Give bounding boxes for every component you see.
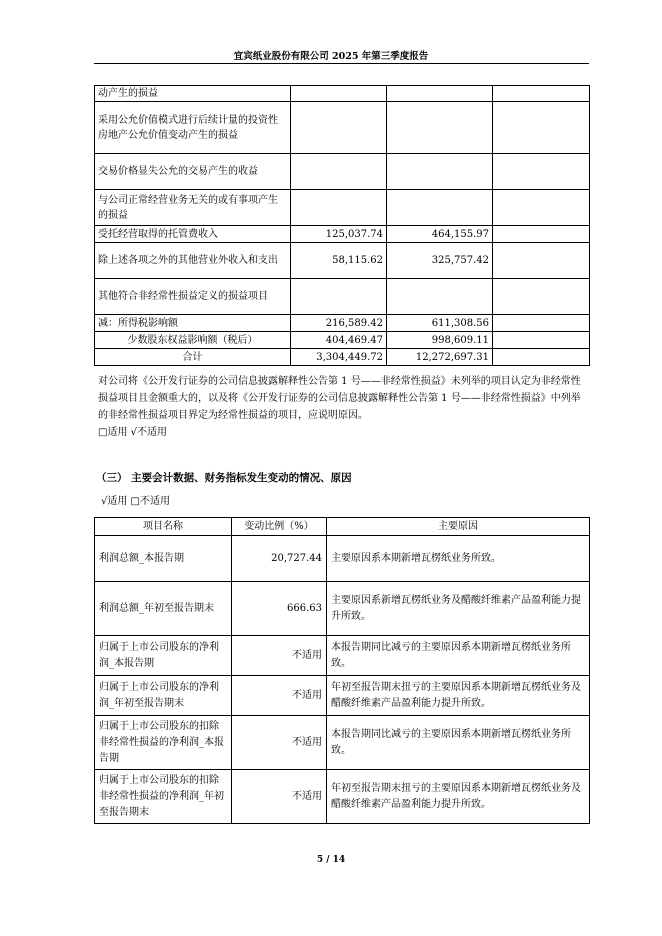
report-header-title: 宜宾纸业股份有限公司 2025 年第三季度报告 — [233, 51, 429, 62]
table-row — [95, 770, 590, 824]
table-row — [95, 716, 590, 770]
item-name: 利润总额_年初至报告期末 — [95, 582, 232, 636]
table-row — [95, 636, 590, 676]
row-label: 交易价格显失公允的交易产生的收益 — [95, 154, 291, 190]
main-reason: 主要原因系本期新增瓦楞纸业务所致。 — [327, 536, 590, 582]
column-header: 项目名称 — [95, 518, 232, 536]
cell-value — [493, 154, 590, 190]
main-reason: 本报告期同比减亏的主要原因系本期新增瓦楞纸业务所致。 — [327, 716, 590, 770]
row-label: 受托经营取得的托管费收入 — [95, 226, 291, 243]
non-recurring-gains-table — [94, 85, 590, 366]
item-name: 归属于上市公司股东的扣除非经常性损益的净利润_年初至报告期末 — [95, 770, 232, 824]
cell-value — [493, 243, 590, 279]
applicability-check: √适用 □不适用 — [101, 496, 170, 507]
cell-value — [493, 190, 590, 226]
cell-value — [387, 190, 493, 226]
applicability-check: □适用 √不适用 — [98, 427, 167, 438]
cell-value — [493, 349, 590, 366]
row-label: 动产生的损益 — [95, 86, 291, 102]
cell-value — [493, 315, 590, 332]
cell-value — [493, 102, 590, 154]
row-label: 与公司正常经营业务无关的或有事项产生的损益 — [95, 190, 291, 226]
main-reason: 本报告期同比减亏的主要原因系本期新增瓦楞纸业务所致。 — [327, 636, 590, 676]
table-row — [95, 582, 590, 636]
table-row — [95, 279, 590, 315]
table-row — [95, 154, 590, 190]
row-label: 其他符合非经常性损益定义的损益项目 — [95, 279, 291, 315]
cell-value: 58,115.62 — [291, 243, 387, 279]
row-label: 少数股东权益影响额（税后） — [95, 332, 291, 349]
change-ratio: 不适用 — [232, 676, 327, 716]
item-name: 归属于上市公司股东的净利润_年初至报告期末 — [95, 676, 232, 716]
cell-value: 611,308.56 — [387, 315, 493, 332]
cell-value — [387, 279, 493, 315]
item-name: 归属于上市公司股东的净利润_本报告期 — [95, 636, 232, 676]
column-header: 变动比例（%） — [232, 518, 327, 536]
table-row — [95, 102, 590, 154]
table-row — [95, 536, 590, 582]
cell-value — [493, 86, 590, 102]
cell-value — [387, 86, 493, 102]
cell-value — [493, 226, 590, 243]
header-rule — [94, 63, 589, 64]
cell-value: 998,609.11 — [387, 332, 493, 349]
item-name: 归属于上市公司股东的扣除非经常性损益的净利润_本报告期 — [95, 716, 232, 770]
main-reason: 主要原因系新增瓦楞纸业务及醋酸纤维素产品盈利能力提升所致。 — [327, 582, 590, 636]
paragraph-text: 对公司将《公开发行证券的公司信息披露解释性公告第 1 号——非经常性损益》未列举的项目认定为非经常性损益项目且金额重大的，以及将《公开发行证券的公司信息披露解释性公告第 1 号——非经常性损益》中列举的非经常性损益项目界定为经常性损益的项目，应说明原因。 — [98, 376, 581, 421]
cell-value: 216,589.42 — [291, 315, 387, 332]
table-row — [95, 226, 590, 243]
cell-value — [387, 154, 493, 190]
table-row — [95, 676, 590, 716]
cell-value: 325,757.42 — [387, 243, 493, 279]
change-ratio: 666.63 — [232, 582, 327, 636]
table-row — [95, 332, 590, 349]
row-label: 除上述各项之外的其他营业外收入和支出 — [95, 243, 291, 279]
cell-value — [291, 190, 387, 226]
cell-value — [493, 332, 590, 349]
cell-value — [387, 102, 493, 154]
main-reason: 年初至报告期末扭亏的主要原因系本期新增瓦楞纸业务及醋酸纤维素产品盈利能力提升所致。 — [327, 770, 590, 824]
cell-value — [291, 102, 387, 154]
cell-value: 464,155.97 — [387, 226, 493, 243]
change-ratio: 不适用 — [232, 636, 327, 676]
cell-value: 404,469.47 — [291, 332, 387, 349]
cell-value: 125,037.74 — [291, 226, 387, 243]
cell-value: 3,304,449.72 — [291, 349, 387, 366]
row-label: 合计 — [95, 349, 291, 366]
row-label: 采用公允价值模式进行后续计量的投资性房地产公允价值变动产生的损益 — [95, 102, 291, 154]
table-row — [95, 86, 590, 102]
table-row — [95, 190, 590, 226]
row-label: 减：所得税影响额 — [95, 315, 291, 332]
column-header: 主要原因 — [327, 518, 590, 536]
change-ratio: 20,727.44 — [232, 536, 327, 582]
table-row — [95, 315, 590, 332]
table-header-row — [95, 518, 590, 536]
cell-value — [291, 154, 387, 190]
change-ratio: 不适用 — [232, 716, 327, 770]
main-reason: 年初至报告期末扭亏的主要原因系本期新增瓦楞纸业务及醋酸纤维素产品盈利能力提升所致。 — [327, 676, 590, 716]
cell-value — [291, 279, 387, 315]
cell-value: 12,272,697.31 — [387, 349, 493, 366]
change-reasons-table — [94, 517, 590, 824]
item-name: 利润总额_本报告期 — [95, 536, 232, 582]
table-row — [95, 243, 590, 279]
page-number: 5 / 14 — [316, 855, 346, 865]
cell-value — [291, 86, 387, 102]
change-ratio: 不适用 — [232, 770, 327, 824]
cell-value — [493, 279, 590, 315]
explanation-paragraph — [98, 373, 590, 441]
table-row-total — [95, 349, 590, 366]
section-title: （三） 主要会计数据、财务指标发生变动的情况、原因 — [96, 472, 352, 484]
